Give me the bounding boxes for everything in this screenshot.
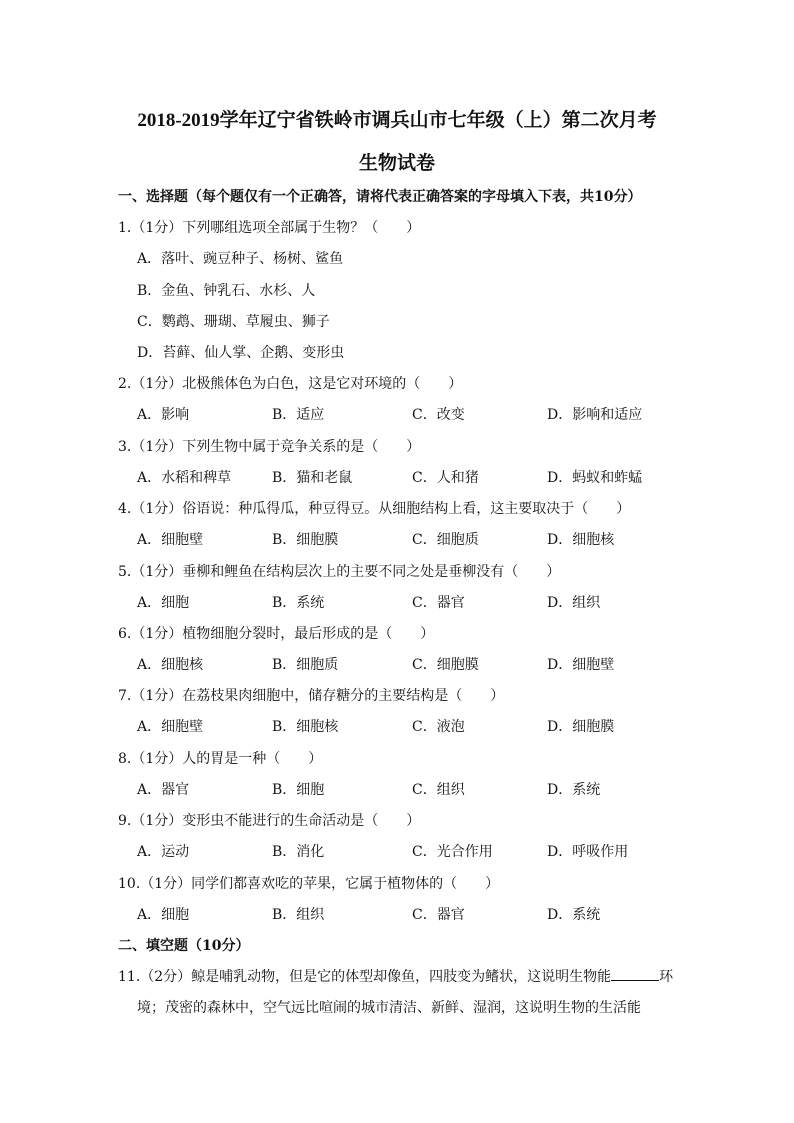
question-8-stem: 8.（1分）人的胃是一种（ ） — [118, 751, 323, 767]
question-7-option-c: C．液泡 — [412, 719, 465, 735]
question-2-option-c: C．改变 — [412, 407, 465, 423]
question-3-option-a: A．水稻和稗草 — [137, 470, 232, 486]
question-9-option-a: A．运动 — [137, 844, 190, 860]
question-8-option-a: A．器官 — [137, 782, 190, 798]
question-11-text-a: 11.（2分）鲸是哺乳动物，但是它的体型却像鱼，四肢变为鳍状，这说明生物能 — [118, 969, 612, 985]
question-5-option-a: A．细胞 — [137, 595, 190, 611]
exam-title-line2: 生物试卷 — [358, 153, 435, 174]
question-6-option-c: C．细胞膜 — [412, 657, 479, 673]
question-5-option-d: D．组织 — [547, 595, 601, 611]
question-4-option-d: D．细胞核 — [547, 532, 615, 548]
question-3-option-b: B．猫和老鼠 — [272, 470, 353, 486]
question-3-stem: 3.（1分）下列生物中属于竞争关系的是（ ） — [118, 439, 421, 455]
question-4-option-a: A．细胞壁 — [137, 532, 204, 548]
question-2-option-a: A．影响 — [137, 407, 190, 423]
question-5-option-c: C．器官 — [412, 595, 465, 611]
question-2-option-d: D．影响和适应 — [547, 407, 643, 423]
section-heading-choice: 一、选择题（每个题仅有一个正确答，请将代表正确答案的字母填入下表，共10分） — [118, 189, 642, 205]
section-heading-fill-in: 二、填空题（10分） — [118, 938, 250, 954]
question-6-option-a: A．细胞核 — [137, 657, 204, 673]
question-6-stem: 6.（1分）植物细胞分裂时，最后形成的是（ ） — [118, 626, 435, 642]
question-6-option-b: B．细胞质 — [272, 657, 339, 673]
question-7-option-b: B．细胞核 — [272, 719, 339, 735]
question-5-stem: 5.（1分）垂柳和鲤鱼在结构层次上的主要不同之处是垂柳没有（ ） — [118, 564, 561, 580]
question-1-option-c: C．鹦鹉、珊瑚、草履虫、狮子 — [137, 314, 330, 330]
question-4-stem: 4.（1分）俗语说：种瓜得瓜，种豆得豆。从细胞结构上看，这主要取决于（ ） — [118, 501, 631, 517]
question-7-option-d: D．细胞膜 — [547, 719, 615, 735]
question-10-option-a: A．细胞 — [137, 907, 190, 923]
question-7-stem: 7.（1分）在荔枝果肉细胞中，储存糖分的主要结构是（ ） — [118, 688, 505, 704]
question-1-option-b: B．金鱼、钟乳石、水杉、人 — [137, 283, 316, 299]
question-9-option-d: D．呼吸作用 — [547, 844, 629, 860]
question-3-option-d: D．蚂蚁和蚱蜢 — [547, 470, 643, 486]
question-9-stem: 9.（1分）变形虫不能进行的生命活动是（ ） — [118, 813, 421, 829]
question-1-option-d: D．苔藓、仙人掌、企鹅、变形虫 — [137, 345, 345, 361]
exam-title-line1: 2018-2019学年辽宁省铁岭市调兵山市七年级（上）第二次月考 — [137, 110, 657, 131]
question-11-line1 — [118, 966, 673, 986]
question-1-option-a: A．落叶、豌豆种子、杨树、鲨鱼 — [137, 251, 344, 267]
question-4-option-c: C．细胞质 — [412, 532, 479, 548]
question-11-line2: 境；茂密的森林中，空气远比喧闹的城市清洁、新鲜、湿润，这说明生物的生活能 — [137, 1000, 641, 1016]
question-10-option-d: D．系统 — [547, 907, 601, 923]
question-8-option-c: C．组织 — [412, 782, 465, 798]
question-9-option-b: B．消化 — [272, 844, 325, 860]
question-2-stem: 2.（1分）北极熊体色为白色，这是它对环境的（ ） — [118, 376, 463, 392]
question-8-option-d: D．系统 — [547, 782, 601, 798]
question-6-option-d: D．细胞壁 — [547, 657, 615, 673]
question-9-option-c: C．光合作用 — [412, 844, 493, 860]
question-5-option-b: B．系统 — [272, 595, 325, 611]
question-11-text-b: 环 — [659, 969, 674, 985]
question-1-stem: 1.（1分）下列哪组选项全部属于生物？（ ） — [118, 220, 421, 236]
question-2-option-b: B．适应 — [272, 407, 325, 423]
question-7-option-a: A．细胞壁 — [137, 719, 204, 735]
answer-blank[interactable] — [611, 968, 659, 981]
question-4-option-b: B．细胞膜 — [272, 532, 339, 548]
question-8-option-b: B．细胞 — [272, 782, 325, 798]
question-3-option-c: C．人和猪 — [412, 470, 479, 486]
question-10-stem: 10.（1分）同学们都喜欢吃的苹果，它属于植物体的（ ） — [118, 876, 500, 892]
question-10-option-c: C．器官 — [412, 907, 465, 923]
question-10-option-b: B．组织 — [272, 907, 325, 923]
